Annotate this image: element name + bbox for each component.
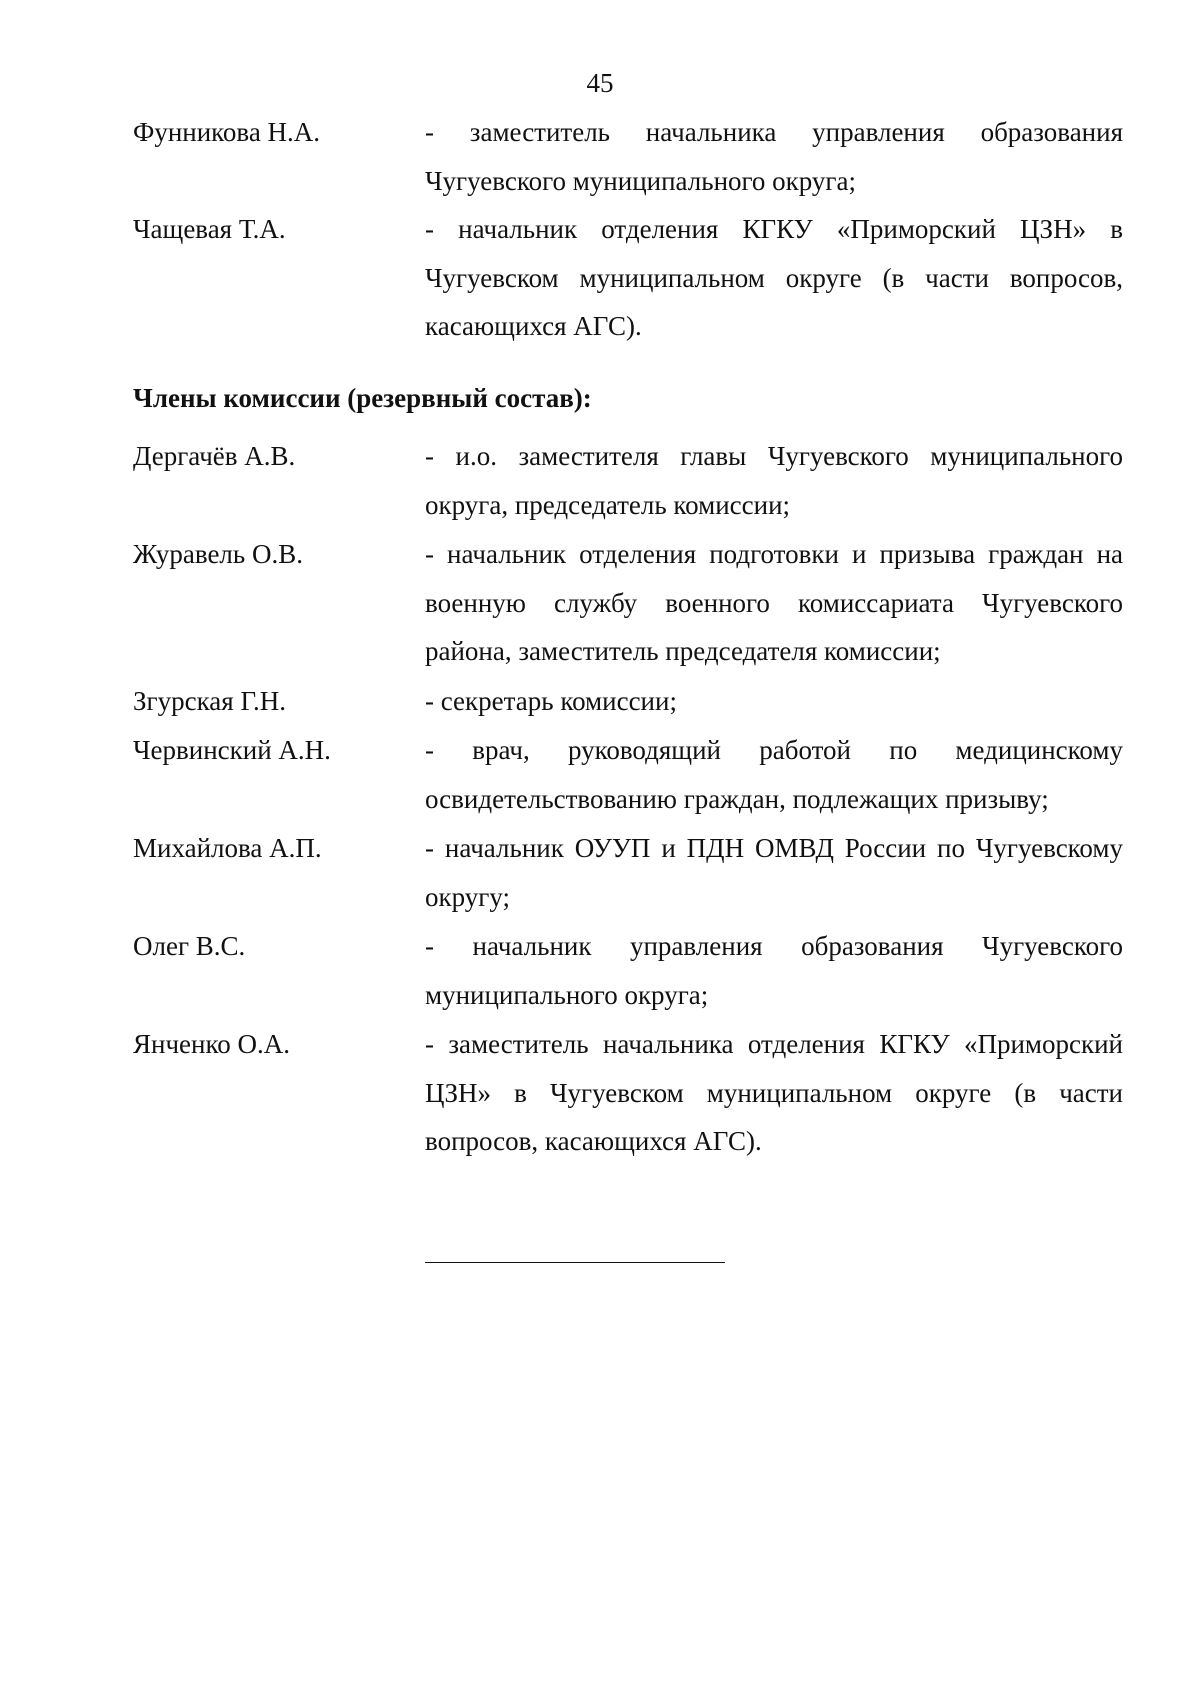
member-role: - начальник ОУУП и ПДН ОМВД России по Чугуевскому округу;: [425, 833, 1123, 912]
member-role: - и.о. заместителя главы Чугуевского муниципального округа, председатель комиссии;: [425, 441, 1123, 520]
member-role: - начальник отделения подготовки и призыва граждан на военную службу военного комиссариата Чугуевского района, заместитель председателя комиссии;: [425, 539, 1123, 666]
member-name: Михайлова А.П.: [133, 833, 322, 863]
member-role: - начальник отделения КГКУ «Приморский ЦЗН» в Чугуевском муниципальном округе (в части вопросов, касающихся АГС).: [425, 214, 1123, 341]
member-role: - секретарь комиссии;: [425, 686, 677, 716]
member-role: - начальник управления образования Чугуевского муниципального округа;: [425, 931, 1123, 1010]
member-name: Згурская Г.Н.: [133, 686, 287, 716]
reserve-member-entry: [133, 922, 1123, 1019]
member-name: Червинский А.Н.: [133, 735, 331, 765]
member-name: Янченко О.А.: [133, 1029, 290, 1059]
reserve-member-entry: [133, 432, 1123, 529]
member-entry-chashchevaya: [133, 205, 1123, 351]
end-separator-line: [425, 1262, 725, 1263]
member-name: Олег В.С.: [133, 931, 246, 961]
reserve-heading: Члены комиссии (резервный состав):: [133, 383, 592, 413]
member-name: Дергачёв А.В.: [133, 441, 296, 471]
reserve-member-entry: [133, 677, 1123, 726]
reserve-member-entry: [133, 726, 1123, 823]
reserve-member-entry: [133, 1020, 1123, 1166]
reserve-member-entry: [133, 824, 1123, 921]
page-number: 45: [586, 68, 614, 98]
member-role: - врач, руководящий работой по медицинскому освидетельствованию граждан, подлежащих призыву;: [425, 735, 1123, 814]
member-name: Фунникова Н.А.: [133, 117, 321, 147]
reserve-member-entry: [133, 530, 1123, 676]
member-role: - заместитель начальника отделения КГКУ «Приморский ЦЗН» в Чугуевском муниципальном округе (в части вопросов, касающихся АГС).: [425, 1029, 1123, 1156]
member-name: Чащевая Т.А.: [133, 214, 286, 244]
member-entry-funnikova: [133, 108, 1123, 205]
member-name: Журавель О.В.: [133, 539, 303, 569]
member-role: - заместитель начальника управления образования Чугуевского муниципального округа;: [425, 117, 1123, 196]
